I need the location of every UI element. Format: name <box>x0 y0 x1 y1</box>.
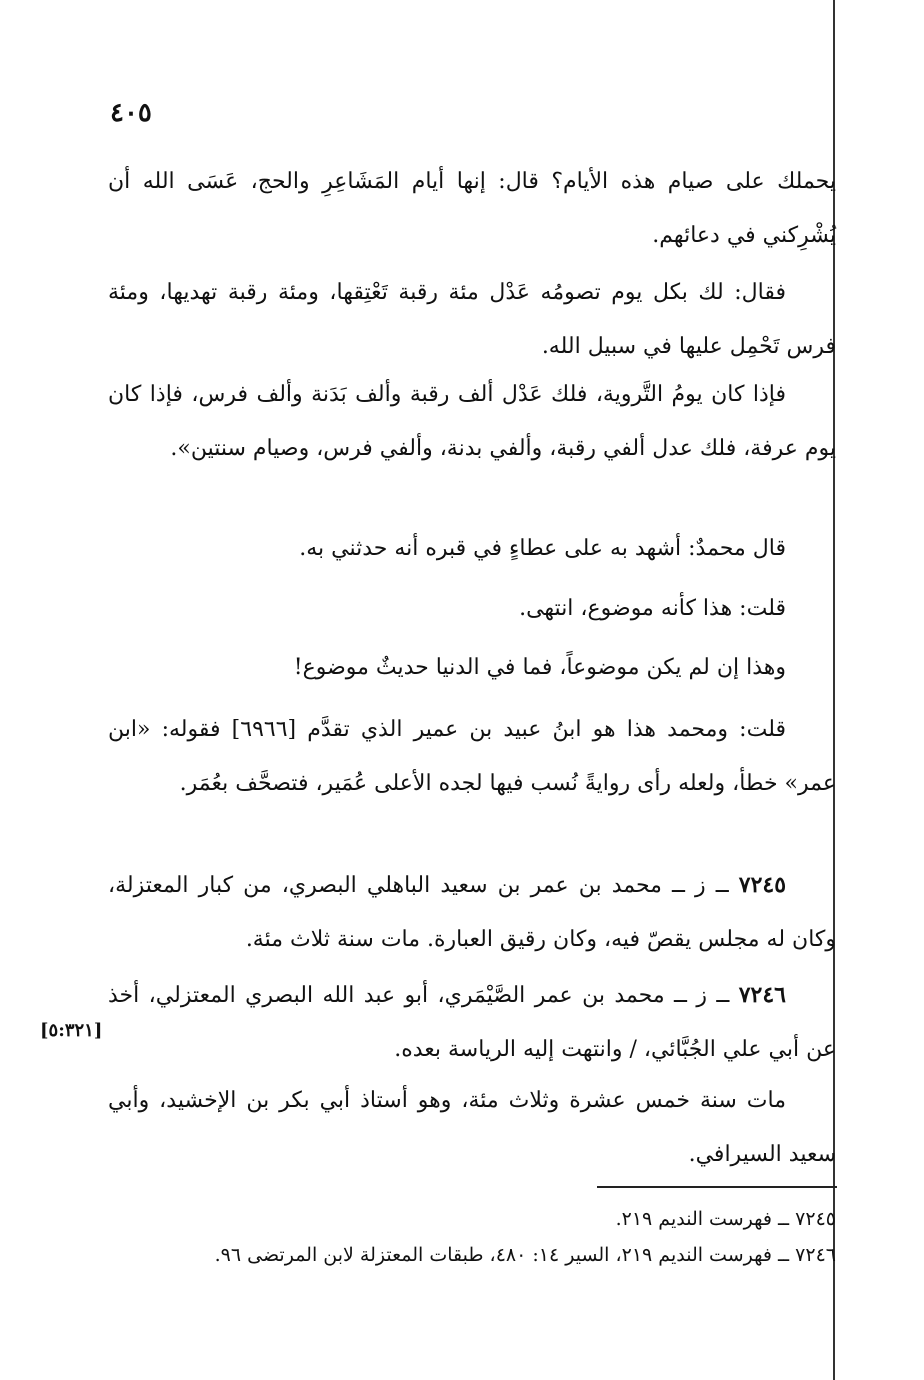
paragraph-7: قلت: ومحمد هذا هو ابنُ عبيد بن عمير الذي تقدَّم [٦٩٦٦] فقوله: «ابن عمر» خطأ، ولعله رأى روايةً نُسب فيها لجده الأعلى عُمَير، فتصحَّف بعُمَر. <box>108 717 836 796</box>
footnote-7245: ٧٢٤٥ ــ فهرست النديم ٢١٩. <box>615 1208 836 1230</box>
paragraph-continuation: مات سنة خمس عشرة وثلاث مئة، وهو أستاذ أبي بكر بن الإخشيد، وأبي سعيد السيرافي. <box>108 1088 836 1167</box>
paragraph-1: يحملك على صيام هذه الأيام؟ قال: إنها أيام المَشَاعِرِ والحج، عَسَى الله أن يُشْرِكني في دعائهم. <box>108 169 836 248</box>
entry-text: ــ ز ــ محمد بن عمر الصَّيْمَري، أبو عبد الله البصري المعتزلي، أخذ عن أبي علي الجُبَّائي، / وانتهت إليه الرياسة بعده. <box>108 983 836 1062</box>
paragraph-4: قال محمدٌ: أشهد به على عطاءٍ في قبره أنه حدثني به. <box>299 536 786 561</box>
entry-7245 <box>108 858 836 967</box>
paragraph-5: قلت: هذا كأنه موضوع، انتهى. <box>519 596 786 621</box>
entry-number: ٧٢٤٥ <box>738 872 787 898</box>
entry-number: ٧٢٤٦ <box>738 982 786 1008</box>
paragraph-6: وهذا إن لم يكن موضوعاً، فما في الدنيا حديثٌ موضوع! <box>293 655 786 680</box>
footnote-7246: ٧٢٤٦ ــ فهرست النديم ٢١٩، السير ١٤: ٤٨٠، طبقات المعتزلة لابن المرتضى ٩٦. <box>214 1244 836 1266</box>
paragraph-2: فقال: لك بكل يوم تصومُه عَدْل مئة رقبة تَعْتِقها، ومئة رقبة تهديها، ومئة فرس تَحْمِل عليها في سبيل الله. <box>108 280 836 359</box>
entry-text: ــ ز ــ محمد بن عمر بن سعيد الباهلي البصري، من كبار المعتزلة، وكان له مجلس يقصّ فيه، وكان رقيق العبارة. مات سنة ثلاث مئة. <box>108 873 836 952</box>
footnote-divider <box>597 1186 837 1188</box>
entry-7246 <box>108 968 836 1077</box>
margin-volume-page-note: [٥:٣٢١] <box>40 1020 103 1041</box>
page-number: ٤٠٥ <box>110 98 152 128</box>
paragraph-3: فإذا كان يومُ التَّروية، فلك عَدْل ألف رقبة وألف بَدَنة وألف فرس، فإذا كان يوم عرفة، فلك عدل ألفي رقبة، وألفي بدنة، وألفي فرس، وصيام سنتين». <box>108 382 836 461</box>
